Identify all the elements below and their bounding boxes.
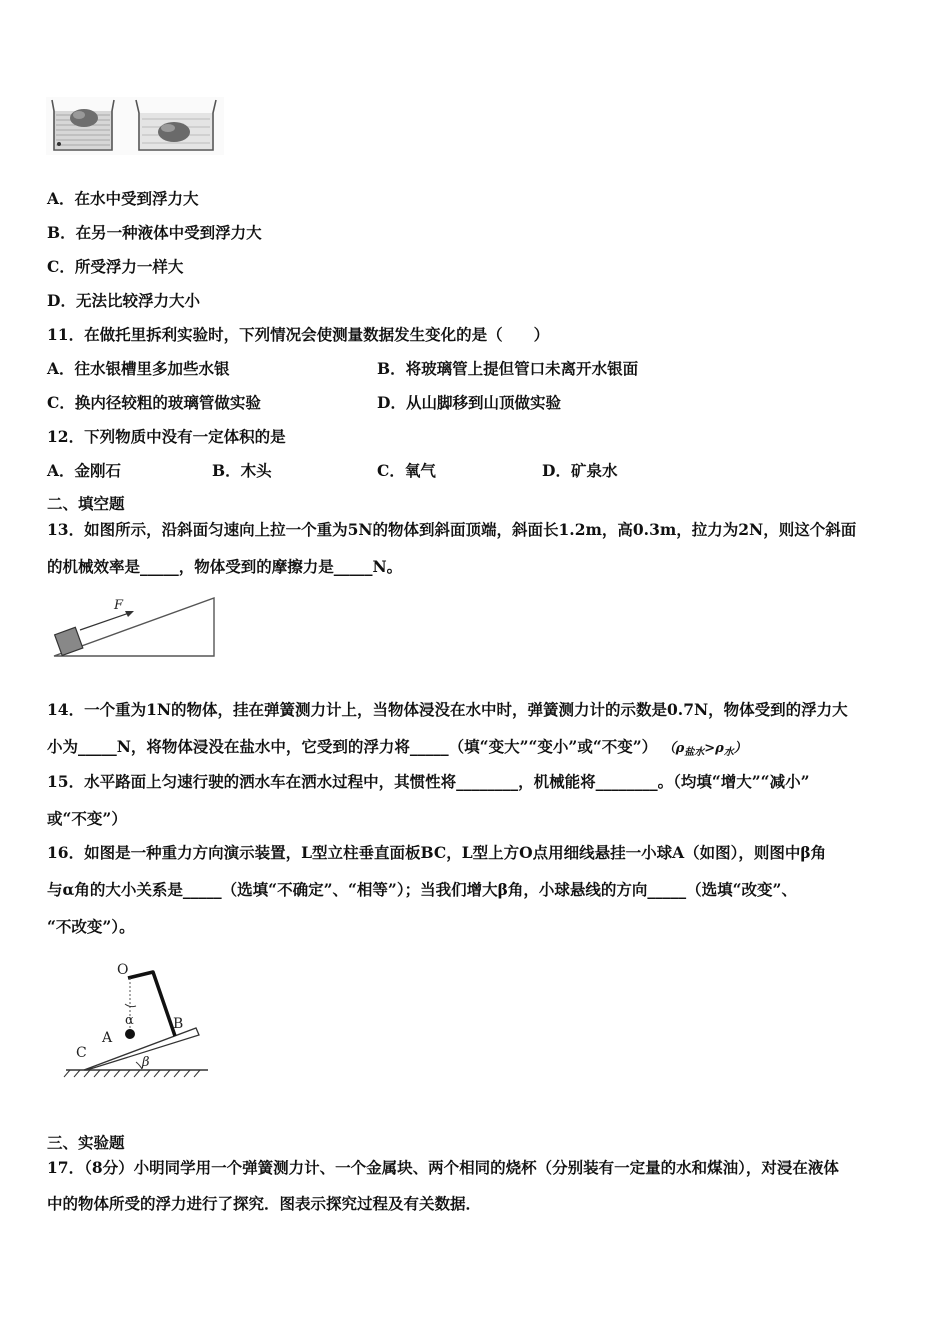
force-label: F [114,598,124,613]
q11-option-a: A．往水银槽里多加些水银 [47,359,230,378]
q12-option-d: D．矿泉水 [542,461,618,480]
label-a: A [102,1030,113,1046]
q10-option-d: D．无法比较浮力大小 [47,291,200,310]
rho-gt: >ρ [704,741,724,756]
ground-hatching [64,1070,200,1077]
q10-option-a: A．在水中受到浮力大 [47,189,199,208]
beakers-figure [46,97,224,155]
q14-line1: 14．一个重为1N的物体，挂在弹簧测力计上，当物体浸没在水中时，弹簧测力计的示数是0.7N，物体受到的浮力大 [47,700,848,719]
force-arrow [80,612,132,630]
q16-line1: 16．如图是一种重力方向演示装置，L型立柱垂直面板BC，L型上方O点用细线悬挂一小球A（如图），则图中β角 [47,843,827,862]
label-b: B [173,1016,184,1032]
q11-option-b: B．将玻璃管上提但管口未离开水银面 [377,359,639,378]
q14-density-compare [663,741,747,756]
ball-a [125,1029,135,1039]
q14-line2-container [47,735,747,758]
block-on-incline [55,627,83,655]
rho-close: ） [733,741,747,756]
label-o: O [117,962,129,978]
q16-line2: 与α角的大小关系是_____（选填“不确定”、“相等”）；当我们增大β角，小球悬线的方向_____（选填“改变”、 [47,880,797,899]
incline-figure [52,592,220,662]
q16-line3: “不改变”）。 [47,917,135,936]
q10-option-b: B．在另一种液体中受到浮力大 [47,223,262,242]
potato-object-2 [158,122,190,142]
q15-line1: 15．水平路面上匀速行驶的洒水车在洒水过程中，其惯性将________，机械能将________。（均填“增大”“减小” [47,772,810,791]
q15-line2: 或“不变”） [47,809,127,828]
q12-stem: 12．下列物质中没有一定体积的是 [47,427,286,446]
q12-option-a: A．金刚石 [47,461,122,480]
l-shaped-post [128,972,175,1036]
section-heading-fill-in: 二、填空题 [47,494,125,513]
q10-option-c: C．所受浮力一样大 [47,257,184,276]
gravity-demo-figure [62,956,212,1080]
rho-water-sub: 水 [723,747,734,758]
rho-salt-sub: 盐水 [684,747,705,758]
q17-line2: 中的物体所受的浮力进行了探究．图表示探究过程及有关数据． [47,1194,482,1213]
q12-option-c: C．氧气 [377,461,436,480]
q11-stem: 11．在做托里拆利实验时，下列情况会使测量数据发生变化的是（ ） [47,325,550,344]
label-beta: β [142,1055,150,1070]
q11-option-d: D．从山脚移到山顶做实验 [377,393,561,412]
potato-object [70,109,98,127]
section-heading-experiment: 三、实验题 [47,1133,125,1152]
rho-open: （ρ [662,741,685,756]
q13-line1: 13．如图所示，沿斜面匀速向上拉一个重为5N的物体到斜面顶端，斜面长1.2m，高0.3m，拉力为2N，则这个斜面 [47,520,857,539]
q11-option-c: C．换内径较粗的玻璃管做实验 [47,393,261,412]
q12-option-b: B．木头 [212,461,272,480]
q13-line2: 的机械效率是_____，物体受到的摩擦力是_____N。 [47,557,403,576]
q14-line2: 小为_____N，将物体浸没在盐水中，它受到的浮力将_____（填“变大”“变小”或“不变”） [47,737,658,756]
q17-line1: 17．（8分）小明同学用一个弹簧测力计、一个金属块、两个相同的烧杯（分别装有一定量的水和煤油），对浸在液体 [47,1158,839,1177]
label-alpha: α [125,1013,134,1028]
label-c: C [76,1045,87,1061]
